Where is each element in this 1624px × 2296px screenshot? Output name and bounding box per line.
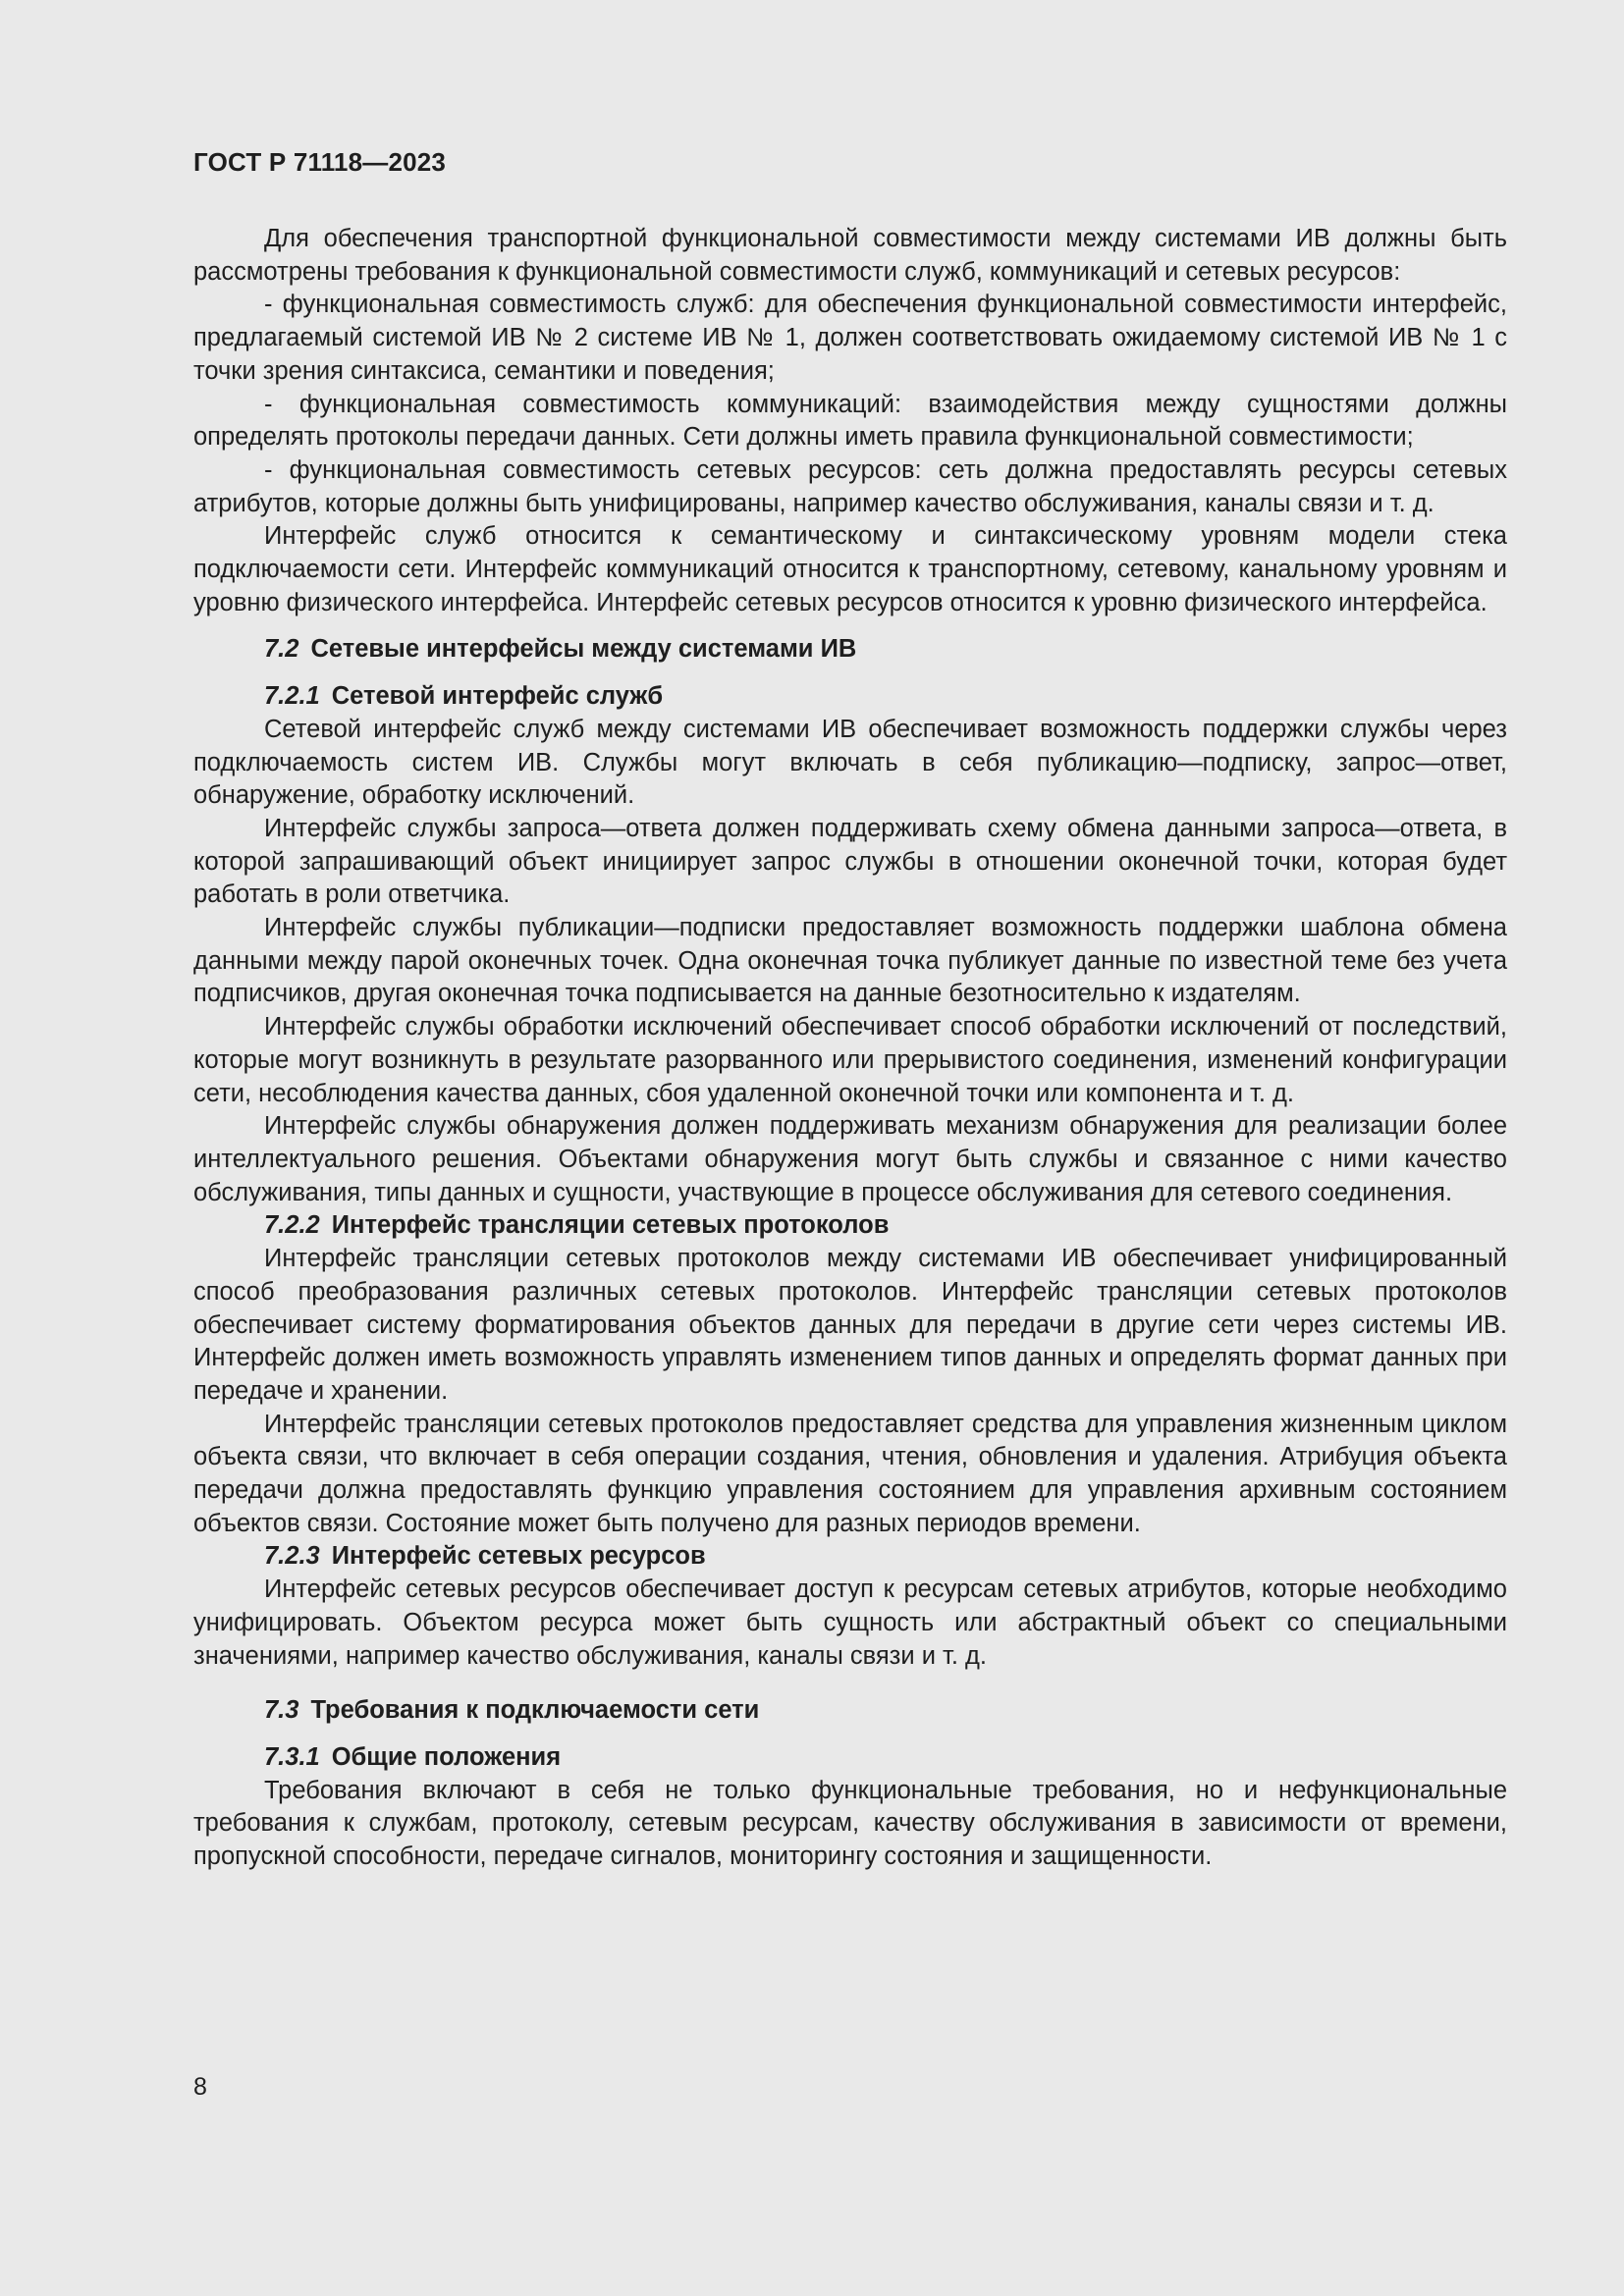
section-number: 7.3 <box>264 1696 299 1725</box>
list-item: - функциональная совместимость сетевых ресурсов: сеть должна предоставлять ресурсы сетевых атрибутов, которые должны быть унифицированы, например качество обслуживания, каналы связи и т. д. <box>193 455 1507 517</box>
section-heading-7-2-2 <box>193 1209 1507 1243</box>
section-title: Сетевые интерфейсы между системами ИВ <box>310 635 857 664</box>
section-title: Требования к подключаемости сети <box>310 1696 760 1725</box>
section-title: Интерфейс трансляции сетевых протоколов <box>331 1211 890 1240</box>
section-heading-7-2 <box>193 633 1507 667</box>
list-item: - функциональная совместимость служб: для обеспечения функциональной совместимости интерфейс, предлагаемый системой ИВ № 2 системе ИВ № 1, должен соответствовать ожидаемому системой ИВ № 1 с точки зрения синтаксиса, семантики и поведения; <box>193 291 1507 385</box>
list-item: - функциональная совместимость коммуникаций: взаимодействия между сущностями должны определять протоколы передачи данных. Сети должны иметь правила функциональной совместимости; <box>193 390 1507 452</box>
paragraph: Требования включают в себя не только функциональные требования, но и нефункциональные требования к службам, протоколу, сетевым ресурсам, качеству обслуживания в зависимости от времени, пропускной способности, передаче сигналов, мониторингу состояния и защищенности. <box>193 1776 1507 1871</box>
paragraph: Интерфейс службы обнаружения должен поддерживать механизм обнаружения для реализации более интеллектуального решения. Объектами обнаружения могут быть службы и связанное с ними качество обслуживания, типы данных и сущности, участвующие в процессе обслуживания для сетевого соединения. <box>193 1112 1507 1206</box>
section-heading-7-3-1 <box>193 1741 1507 1775</box>
paragraph: Сетевой интерфейс служб между системами ИВ обеспечивает возможность поддержки службы через подключаемость систем ИВ. Службы могут включать в себя публикацию—подписку, запрос—ответ, обнаружение, обработку исключений. <box>193 715 1507 810</box>
section-number: 7.3.1 <box>264 1742 320 1771</box>
paragraph: Интерфейс трансляции сетевых протоколов между системами ИВ обеспечивает унифицированный способ преобразования различных сетевых протоколов. Интерфейс трансляции сетевых протоколов обеспечивает систему форматирования объектов данных для передачи в другие сети через системы ИВ. Интерфейс должен иметь возможность управлять изменением типов данных и определять формат данных при передаче и хранении. <box>193 1245 1507 1405</box>
paragraph: Интерфейс службы обработки исключений обеспечивает способ обработки исключений от последствий, которые могут возникнуть в результате разорванного или прерывистого соединения, изменений конфигурации сети, несоблюдения качества данных, сбоя удаленной оконечной точки или компонента и т. д. <box>193 1013 1507 1107</box>
document-body <box>193 223 1507 1874</box>
section-heading-7-2-3 <box>193 1540 1507 1574</box>
document-code-header: ГОСТ Р 71118—2023 <box>193 147 447 177</box>
paragraph: Интерфейс сетевых ресурсов обеспечивает доступ к ресурсам сетевых атрибутов, которые необходимо унифицировать. Объектом ресурса может быть сущность или абстрактный объект со специальными значениями, например качество обслуживания, каналы связи и т. д. <box>193 1575 1507 1670</box>
section-heading-7-3 <box>193 1694 1507 1728</box>
paragraph: Интерфейс службы публикации—подписки предоставляет возможность поддержки шаблона обмена данными между парой оконечных точек. Одна оконечная точка публикует данные по известной теме без учета подписчиков, другая оконечная точка подписывается на данные безотносительно к издателям. <box>193 914 1507 1008</box>
paragraph: Для обеспечения транспортной функциональной совместимости между системами ИВ должны быть рассмотрены требования к функциональной совместимости служб, коммуникаций и сетевых ресурсов: <box>193 225 1507 286</box>
section-heading-7-2-1 <box>193 680 1507 714</box>
paragraph: Интерфейс трансляции сетевых протоколов предоставляет средства для управления жизненным циклом объекта связи, что включает в себя операции создания, чтения, обновления и удаления. Атрибуция объекта передачи должна предоставлять функцию управления состоянием для управления архивным состоянием объектов связи. Состояние может быть получено для разных периодов времени. <box>193 1410 1507 1537</box>
section-title: Общие положения <box>331 1742 562 1771</box>
paragraph: Интерфейс службы запроса—ответа должен поддерживать схему обмена данными запроса—ответа, в которой запрашивающий объект инициирует запрос службы в отношении оконечной точки, которая будет работать в роли ответчика. <box>193 814 1507 909</box>
section-number: 7.2.1 <box>264 682 320 711</box>
page-number: 8 <box>193 2073 207 2101</box>
section-title: Интерфейс сетевых ресурсов <box>331 1542 706 1571</box>
section-number: 7.2.2 <box>264 1211 320 1240</box>
paragraph: Интерфейс служб относится к семантическому и синтаксическому уровням модели стека подключаемости сети. Интерфейс коммуникаций относится к транспортному, сетевому, канальному уровням и уровню физического интерфейса. Интерфейс сетевых ресурсов относится к уровню физического интерфейса. <box>193 522 1507 616</box>
section-title: Сетевой интерфейс служб <box>331 682 664 711</box>
section-number: 7.2.3 <box>264 1542 320 1571</box>
section-number: 7.2 <box>264 635 299 664</box>
